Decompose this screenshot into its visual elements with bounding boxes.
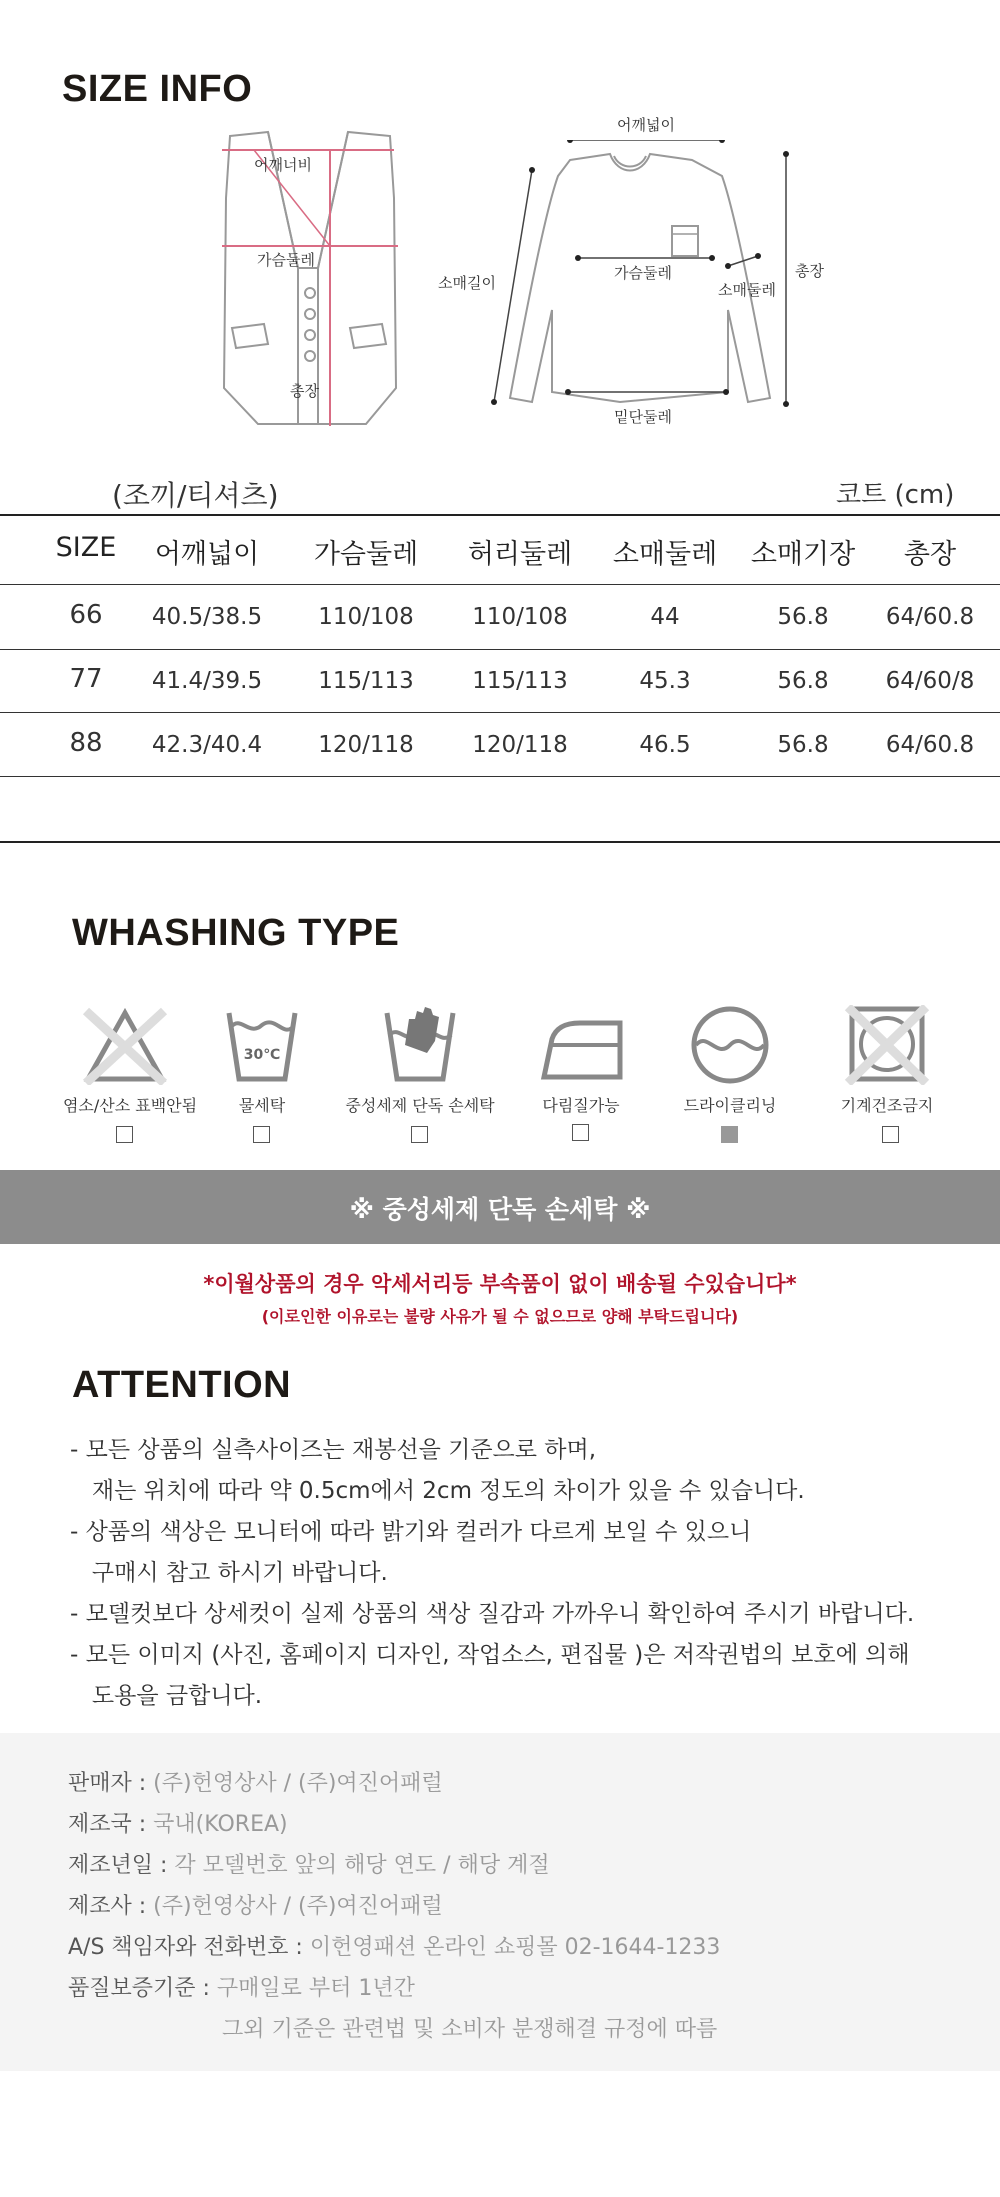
table-cell: 64/60.8	[885, 732, 975, 758]
row-divider	[0, 776, 1000, 777]
table-header: 소매기장	[750, 539, 856, 570]
attention-line: - 상품의 색상은 모니터에 따라 밝기와 컬러가 다르게 보일 수 있으니	[70, 1519, 752, 1545]
info-row-seller	[68, 1763, 443, 1804]
info-value: 구매일로 부터 1년간	[216, 1976, 415, 2001]
table-cell: 120/118	[472, 732, 568, 758]
table-cell: 64/60/8	[885, 668, 975, 694]
size-cell: 66	[69, 600, 103, 630]
vest-chest-label: 가슴둘레	[257, 251, 315, 269]
washing-title: WHASHING TYPE	[72, 912, 400, 954]
info-value: 각 모델번호 앞의 해당 연도 / 해당 계절	[174, 1853, 550, 1878]
table-cell: 46.5	[639, 732, 691, 758]
info-value: 이헌영패션 온라인 쇼핑몰 02-1644-1233	[309, 1935, 721, 1960]
notice-line-2: (이로인한 이유로는 불량 사유가 될 수 없으므로 양해 부탁드립니다)	[261, 1307, 739, 1326]
table-cell: 41.4/39.5	[151, 668, 263, 694]
info-key: 품질보증기준 :	[68, 1976, 217, 2001]
washing-banner-text: ※ 중성세제 단독 손세탁 ※	[349, 1195, 651, 1224]
shirt-sleeve-length-label: 소매길이	[438, 274, 496, 292]
size-cell: 77	[69, 664, 103, 694]
washing-label: 중성세제 단독 손세탁	[345, 1096, 495, 1115]
table-caption-right: 코트 (cm)	[836, 480, 955, 510]
attention-line: 구매시 참고 하시기 바랍니다.	[70, 1560, 388, 1586]
table-cell: 110/108	[318, 604, 414, 630]
no-bleach-checkbox[interactable]	[116, 1126, 133, 1143]
no-tumble-dry-icon	[842, 1005, 932, 1085]
info-key: 제조사 :	[68, 1894, 154, 1919]
table-cell: 64/60.8	[885, 604, 975, 630]
washing-label: 기계건조금지	[840, 1096, 934, 1115]
washing-label: 다림질가능	[542, 1096, 620, 1115]
wash-30-icon	[217, 1005, 307, 1085]
notice-line-1: *이월상품의 경우 악세서리등 부속품이 없이 배송될 수있습니다*	[203, 1272, 797, 1296]
info-row-as	[68, 1927, 720, 1968]
table-header: SIZE	[55, 532, 117, 563]
table-cell: 120/118	[318, 732, 414, 758]
row-divider	[0, 584, 1000, 585]
vest-length-label: 총장	[290, 382, 319, 400]
info-value: 국내(KOREA)	[153, 1812, 288, 1837]
attention-line: 도용을 금합니다.	[70, 1683, 263, 1709]
info-value: (주)헌영상사 / (주)여진어패럴	[153, 1894, 443, 1919]
wash-temperature-label: 30℃	[243, 1047, 281, 1063]
info-row-date	[68, 1845, 550, 1886]
shirt-sleeve-girth-label: 소매둘레	[718, 281, 776, 299]
table-cell: 56.8	[777, 732, 829, 758]
table-top-rule	[0, 514, 1000, 516]
hand-wash-icon	[375, 1005, 465, 1085]
shirt-chest-label: 가슴둘레	[614, 264, 672, 282]
table-cell: 56.8	[777, 668, 829, 694]
washing-label: 드라이클리닝	[683, 1096, 777, 1115]
dry-clean-checkbox[interactable]	[721, 1126, 738, 1143]
table-cell: 44	[650, 604, 680, 630]
shirt-length-label: 총장	[795, 262, 824, 280]
table-header: 총장	[903, 539, 957, 570]
info-row-other	[222, 2009, 717, 2050]
attention-line: - 모든 상품의 실측사이즈는 재봉선을 기준으로 하며,	[70, 1437, 597, 1463]
info-value: (주)헌영상사 / (주)여진어패럴	[153, 1771, 443, 1796]
info-key: 제조년일 :	[68, 1853, 175, 1878]
table-header: 가슴둘레	[313, 539, 419, 570]
washing-label: 염소/산소 표백안됨	[62, 1096, 198, 1115]
table-header: 허리둘레	[467, 539, 573, 570]
table-header: 어깨넓이	[154, 539, 260, 570]
info-key: A/S 책임자와 전화번호 :	[68, 1935, 310, 1960]
table-cell: 115/113	[472, 668, 568, 694]
iron-checkbox[interactable]	[572, 1124, 589, 1141]
table-caption-left: (조끼/티셔츠)	[112, 479, 279, 512]
info-value: 그외 기준은 관련법 및 소비자 분쟁해결 규정에 따름	[222, 2017, 718, 2042]
washing-label: 물세탁	[238, 1096, 286, 1115]
size-info-title: SIZE INFO	[62, 68, 253, 110]
dry-clean-icon	[685, 1005, 775, 1085]
attention-title: ATTENTION	[72, 1364, 292, 1406]
row-divider	[0, 712, 1000, 713]
hand-wash-checkbox[interactable]	[411, 1126, 428, 1143]
info-row-maker	[68, 1886, 443, 1927]
wash-checkbox[interactable]	[253, 1126, 270, 1143]
shirt-hem-label: 밑단둘레	[614, 408, 672, 426]
info-row-country	[68, 1804, 288, 1845]
attention-line: - 모든 이미지 (사진, 홈페이지 디자인, 작업소스, 편집물 )은 저작권법의 보호에 의해	[70, 1642, 910, 1668]
attention-line: - 모델컷보다 상세컷이 실제 상품의 색상 질감과 가까우니 확인하여 주시기 바랍니다.	[70, 1601, 915, 1627]
attention-line: 재는 위치에 따라 약 0.5cm에서 2cm 정도의 차이가 있을 수 있습니다.	[70, 1478, 805, 1504]
row-divider	[0, 649, 1000, 650]
table-cell: 56.8	[777, 604, 829, 630]
no-tumble-dry-checkbox[interactable]	[882, 1126, 899, 1143]
table-cell: 115/113	[318, 668, 414, 694]
iron-icon	[536, 1005, 626, 1085]
table-header: 소매둘레	[612, 539, 718, 570]
size-cell: 88	[69, 728, 103, 758]
info-row-warranty	[68, 1968, 415, 2009]
table-cell: 110/108	[472, 604, 568, 630]
table-cell: 42.3/40.4	[151, 732, 263, 758]
info-key: 판매자 :	[68, 1771, 154, 1796]
vest-shoulder-label: 어깨너비	[254, 156, 312, 174]
no-bleach-icon	[80, 1005, 170, 1085]
section-divider	[0, 841, 1000, 843]
shirt-shoulder-label: 어깨넓이	[617, 116, 675, 134]
table-cell: 45.3	[639, 668, 691, 694]
info-key: 제조국 :	[68, 1812, 154, 1837]
table-cell: 40.5/38.5	[151, 604, 263, 630]
